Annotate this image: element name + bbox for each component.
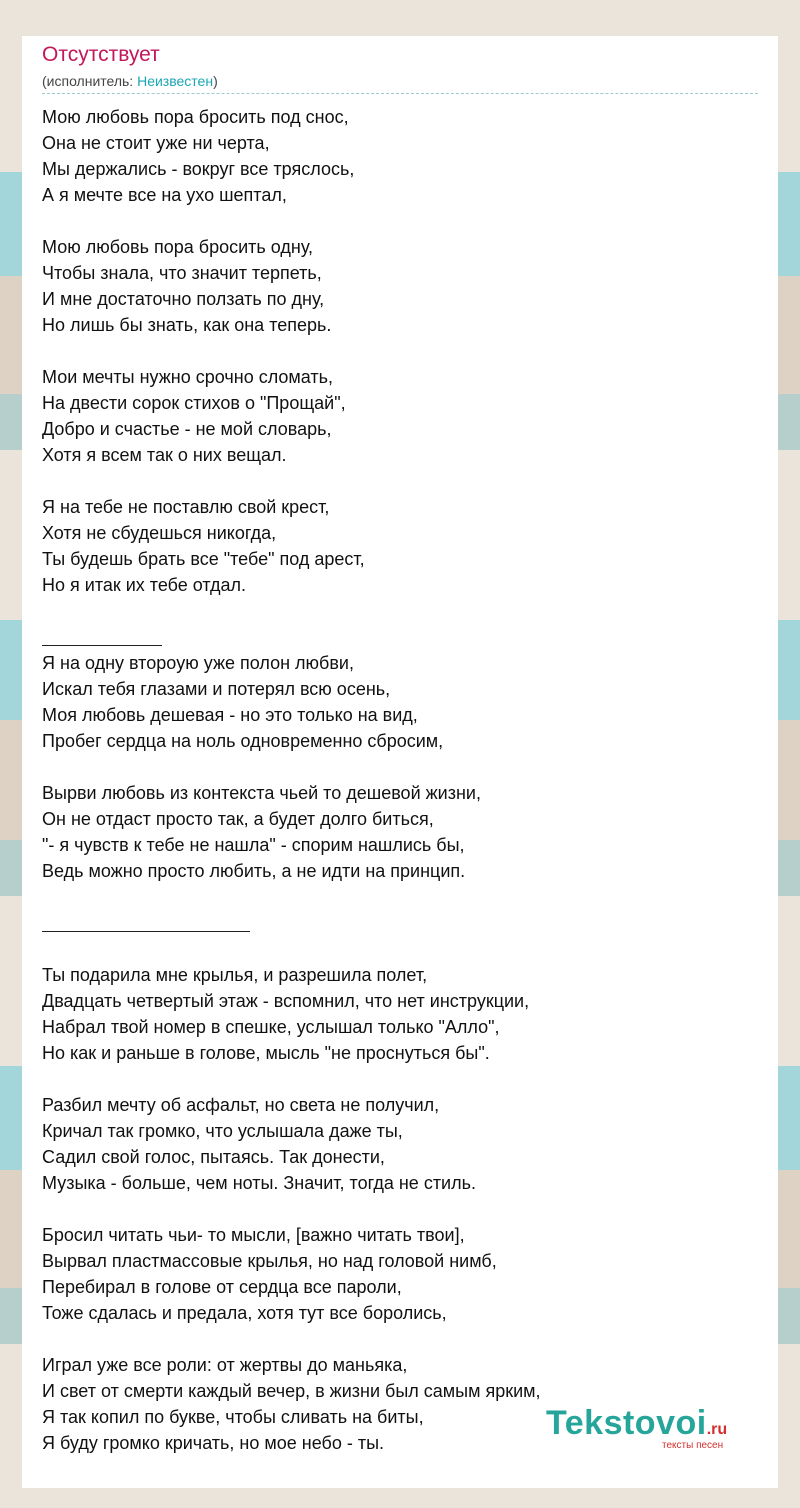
lyrics-card [22, 36, 778, 1488]
lyric-line: Я на одну вторoую уже полон любви, [42, 653, 354, 673]
lyric-line: Набрал твой номер в спешке, услышал только "Алло", [42, 1017, 500, 1037]
section-divider [42, 910, 762, 936]
stanza-break [42, 468, 762, 494]
lyric-line: И свет от смерти каждый вечер, в жизни был самым ярким, [42, 1381, 541, 1401]
song-title: Отсутствует [42, 43, 160, 66]
stanza-break [42, 1196, 762, 1222]
lyric-line: "- я чувств к тебе не нашла" - спорим нашлись бы, [42, 835, 465, 855]
lyric-line: И мне достаточно ползать по дну, [42, 289, 325, 309]
lyric-line: Но лишь бы знать, как она теперь. [42, 315, 332, 335]
stanza-break [42, 598, 762, 624]
lyric-line: Хотя не сбудешься никогда, [42, 523, 277, 543]
lyric-line: Мою любовь пора бросить одну, [42, 237, 314, 257]
lyrics-text [42, 104, 762, 1456]
artist-prefix: (исполнитель: [42, 73, 138, 89]
lyric-line: На двести сорок стихов о "Прощай", [42, 393, 346, 413]
lyric-line: Бросил читать чьи- то мысли, [важно читать твои], [42, 1225, 465, 1245]
stanza-break [42, 884, 762, 910]
lyric-line: Играл уже все роли: от жертвы до маньяка, [42, 1355, 408, 1375]
lyric-line: Садил свой голос, пытаясь. Так донести, [42, 1147, 385, 1167]
logo-tld: .ru [706, 1421, 728, 1438]
lyric-line: Мою любовь пора бросить под снос, [42, 107, 349, 127]
lyric-line: Пробег сердца на ноль одновременно сбросим, [42, 731, 444, 751]
lyric-line: Но как и раньше в голове, мысль "не проснуться бы". [42, 1043, 490, 1063]
site-logo[interactable] [546, 1404, 756, 1452]
stanza-break [42, 338, 762, 364]
lyric-line: А я мечте все на ухо шептал, [42, 185, 287, 205]
lyric-line: Добро и счастье - не мой словарь, [42, 419, 332, 439]
logo-wordmark [546, 1404, 727, 1443]
divider-line [42, 645, 162, 646]
lyric-line: Ты будешь брать все "тебе" под арест, [42, 549, 365, 569]
lyric-line: Ведь можно просто любить, а не идти на принцип. [42, 861, 466, 881]
stanza-break [42, 754, 762, 780]
section-divider [42, 624, 762, 650]
stanza-break [42, 1326, 762, 1352]
title-separator [42, 93, 758, 94]
lyric-line: Вырвал пластмассовые крылья, но над головой нимб, [42, 1251, 497, 1271]
stanza-break [42, 1066, 762, 1092]
lyric-line: Я так копил по букве, чтобы сливать на биты, [42, 1407, 424, 1427]
lyric-line: Она не стоит уже ни черта, [42, 133, 270, 153]
stanza-break [42, 936, 762, 962]
lyric-line: Моя любовь дешевая - но это только на вид, [42, 705, 418, 725]
logo-tagline: тексты песен [662, 1440, 724, 1451]
lyric-line: Музыка - больше, чем ноты. Значит, тогда не стиль. [42, 1173, 476, 1193]
lyric-line: Я буду громко кричать, но мое небо - ты. [42, 1433, 385, 1453]
lyric-line: Чтобы знала, что значит терпеть, [42, 263, 322, 283]
lyric-line: Мы держались - вокруг все тряслось, [42, 159, 355, 179]
lyric-line: Разбил мечту об асфальт, но света не получил, [42, 1095, 440, 1115]
lyric-line: Перебирал в голове от сердца все пароли, [42, 1277, 402, 1297]
artist-suffix: ) [213, 73, 218, 89]
divider-line [42, 931, 250, 932]
logo-name: Tekstovoi [546, 1404, 707, 1442]
lyric-line: Двадцать четвертый этаж - вспомнил, что нет инструкции, [42, 991, 530, 1011]
lyric-line: Хотя я всем так о них вещал. [42, 445, 287, 465]
lyric-line: Ты подарила мне крылья, и разрешила полет, [42, 965, 428, 985]
lyric-line: Он не отдаст просто так, а будет долго биться, [42, 809, 434, 829]
lyric-line: Я на тебе не поставлю свой крест, [42, 497, 330, 517]
lyric-line: Искал тебя глазами и потерял всю осень, [42, 679, 391, 699]
lyric-line: Мои мечты нужно срочно сломать, [42, 367, 334, 387]
artist-link[interactable]: Неизвестен [137, 73, 214, 89]
artist-line [42, 73, 218, 89]
lyric-line: Вырви любовь из контекста чьей то дешевой жизни, [42, 783, 481, 803]
lyric-line: Тоже сдалась и предала, хотя тут все боролись, [42, 1303, 447, 1323]
lyric-line: Но я итак их тебе отдал. [42, 575, 247, 595]
lyric-line: Кричал так громко, что услышала даже ты, [42, 1121, 403, 1141]
stanza-break [42, 208, 762, 234]
